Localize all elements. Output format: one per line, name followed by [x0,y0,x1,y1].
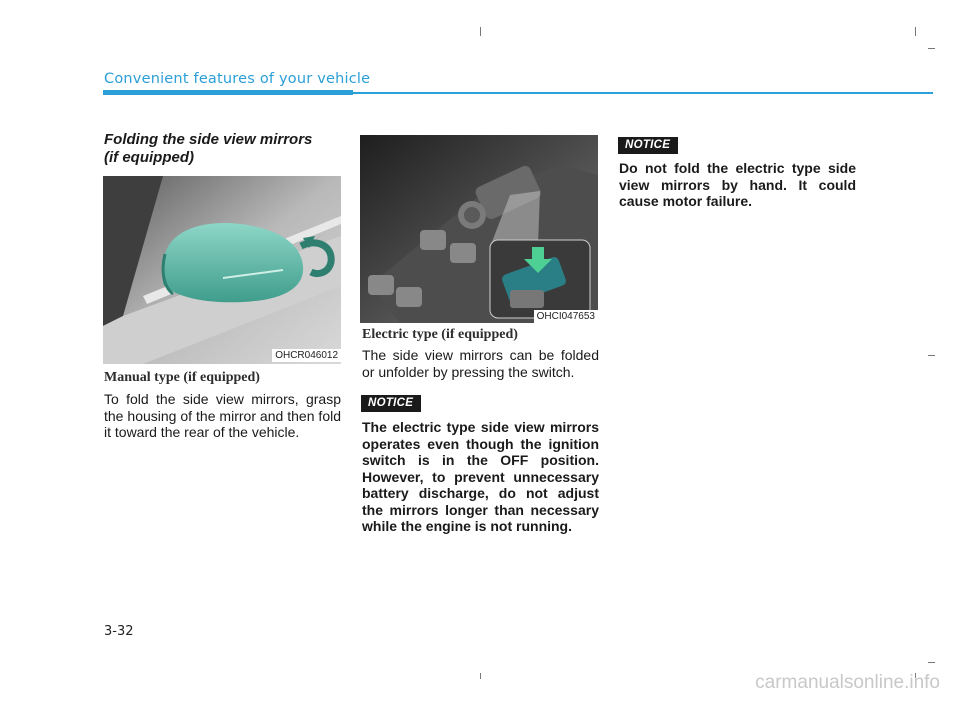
notice-badge: NOTICE [361,395,421,412]
manual-mirror-figure [103,176,341,364]
section-header-title: Convenient features of your vehicle [104,71,371,87]
watermark: carmanualsonline.info [755,672,940,693]
figure-code: OHCI047653 [534,310,598,323]
header-rule [353,92,933,94]
manual-type-text: To fold the side view mirrors, grasp the housing of the mirror and then fold it toward the rear of the vehicle. [104,391,341,440]
crop-mark [928,662,935,663]
notice-text: The electric type side view mirrors operates even though the ignition switch is in the OFF position. However, to prevent unnecessary battery discharge, do not adjust the mirrors longer than necessary while the engine is not running. [362,419,599,534]
figure-code: OHCR046012 [272,349,341,362]
crop-mark [928,355,935,356]
electric-switch-figure [360,135,598,323]
crop-mark [480,673,481,679]
crop-mark [915,27,916,36]
manual-type-heading: Manual type (if equipped) [104,370,260,385]
notice-badge: NOTICE [618,137,678,154]
crop-mark [928,48,935,49]
section-title-line2: (if equipped) [104,149,194,166]
header-accent-bar [103,90,353,95]
manual-mirror-illustration [103,176,341,364]
section-title [104,131,344,167]
section-title-line1: Folding the side view mirrors [104,131,313,148]
electric-switch-illustration [360,135,598,323]
notice-text: Do not fold the electric type side view mirrors by hand. It could cause motor failure. [619,160,856,209]
page-number: 3-32 [104,624,134,639]
electric-type-text: The side view mirrors can be folded or unfolder by pressing the switch. [362,347,599,380]
crop-mark [480,27,481,36]
electric-type-heading: Electric type (if equipped) [362,327,518,342]
